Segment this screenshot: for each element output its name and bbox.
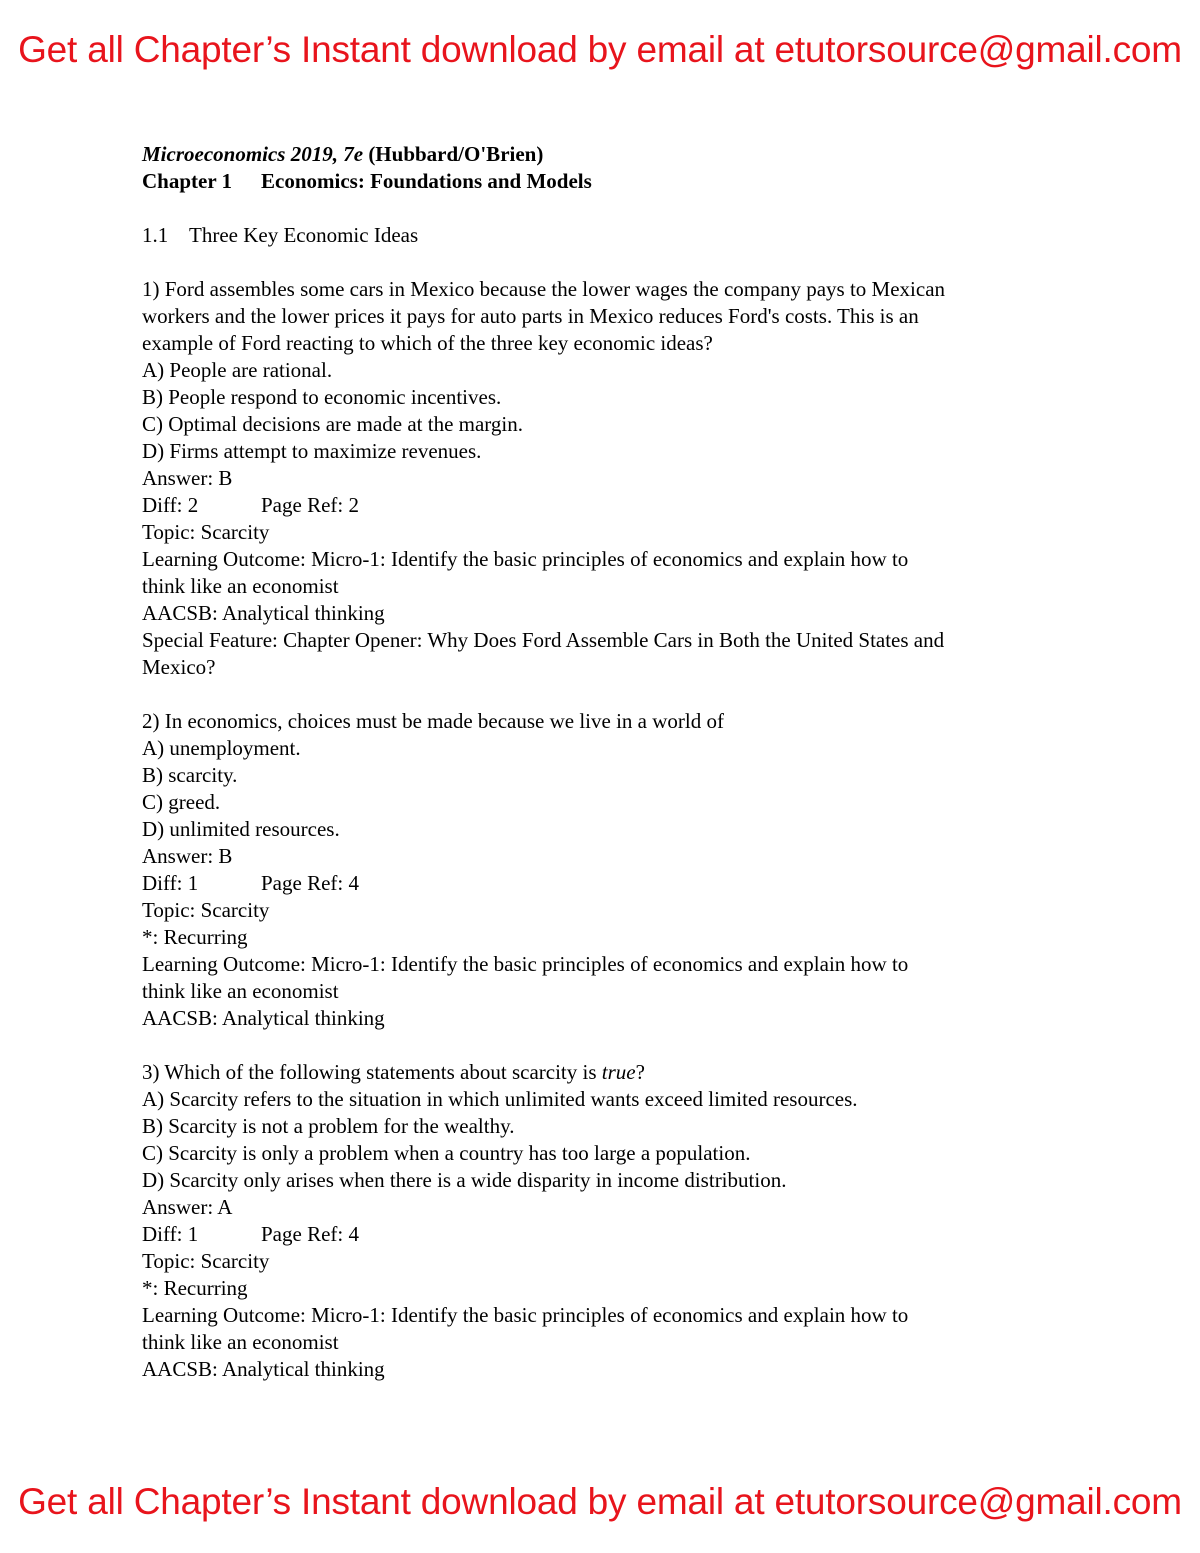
difficulty-row (142, 870, 1072, 897)
answer-key: Answer: B (142, 844, 233, 868)
aacsb: AACSB: Analytical thinking (142, 1006, 385, 1030)
chapter-title: Economics: Foundations and Models (261, 169, 592, 193)
difficulty: Diff: 1 (142, 871, 199, 895)
chapter-label: Chapter 1 (142, 169, 233, 193)
answer-option: D) unlimited resources. (142, 817, 340, 841)
stem-prefix: 3) Which of the following statements about scarcity is (142, 1060, 602, 1084)
recurring: *: Recurring (142, 1276, 248, 1300)
book-header (142, 141, 1072, 168)
answer-option: B) Scarcity is not a problem for the wealthy. (142, 1114, 515, 1138)
difficulty: Diff: 1 (142, 1222, 199, 1246)
section-number: 1.1 (142, 223, 169, 247)
question-stem-line (142, 1059, 1072, 1086)
learning-outcome: Learning Outcome: Micro-1: Identify the basic principles of economics and explain how to (142, 547, 909, 571)
section-heading (142, 222, 1072, 249)
answer-option: A) unemployment. (142, 736, 301, 760)
recurring: *: Recurring (142, 925, 248, 949)
question-2 (142, 708, 1072, 1032)
document-body (142, 141, 1072, 1383)
section-title: Three Key Economic Ideas (189, 223, 419, 247)
aacsb: AACSB: Analytical thinking (142, 601, 385, 625)
learning-outcome: Learning Outcome: Micro-1: Identify the basic principles of economics and explain how to (142, 1303, 909, 1327)
stem-suffix: ? (635, 1060, 645, 1084)
page-ref: Page Ref: 2 (261, 493, 359, 517)
topic: Topic: Scarcity (142, 898, 270, 922)
answer-option: A) People are rational. (142, 358, 333, 382)
answer-option: C) greed. (142, 790, 221, 814)
special-feature: Special Feature: Chapter Opener: Why Does Ford Assemble Cars in Both the United States and (142, 628, 945, 652)
learning-outcome: think like an economist (142, 1330, 339, 1354)
aacsb: AACSB: Analytical thinking (142, 1357, 385, 1381)
difficulty-row (142, 1221, 1072, 1248)
difficulty-row (142, 492, 1072, 519)
answer-option: A) Scarcity refers to the situation in which unlimited wants exceed limited resources. (142, 1087, 858, 1111)
learning-outcome: think like an economist (142, 574, 339, 598)
page-ref: Page Ref: 4 (261, 1222, 359, 1246)
topic: Topic: Scarcity (142, 1249, 270, 1273)
book-title: Microeconomics 2019, 7e (142, 142, 364, 166)
learning-outcome: think like an economist (142, 979, 339, 1003)
download-banner-top: Get all Chapter’s Instant download by email at etutorsource@gmail.com (18, 29, 1182, 70)
question-1 (142, 276, 1072, 681)
download-banner-bottom: Get all Chapter’s Instant download by email at etutorsource@gmail.com (18, 1481, 1182, 1522)
answer-option: D) Scarcity only arises when there is a wide disparity in income distribution. (142, 1168, 787, 1192)
answer-option: D) Firms attempt to maximize revenues. (142, 439, 482, 463)
question-stem-line: example of Ford reacting to which of the three key economic ideas? (142, 331, 713, 355)
answer-option: B) scarcity. (142, 763, 238, 787)
learning-outcome: Learning Outcome: Micro-1: Identify the basic principles of economics and explain how to (142, 952, 909, 976)
difficulty: Diff: 2 (142, 493, 199, 517)
answer-key: Answer: B (142, 466, 233, 490)
question-stem-line: 2) In economics, choices must be made because we live in a world of (142, 709, 724, 733)
answer-option: C) Optimal decisions are made at the margin. (142, 412, 524, 436)
special-feature: Mexico? (142, 655, 216, 679)
answer-option: B) People respond to economic incentives. (142, 385, 502, 409)
chapter-heading (142, 168, 1072, 195)
answer-option: C) Scarcity is only a problem when a country has too large a population. (142, 1141, 751, 1165)
book-authors: (Hubbard/O'Brien) (368, 142, 544, 166)
topic: Topic: Scarcity (142, 520, 270, 544)
question-stem-line: 1) Ford assembles some cars in Mexico because the lower wages the company pays to Mexican (142, 277, 946, 301)
question-stem-line: workers and the lower prices it pays for auto parts in Mexico reduces Ford's costs. This is an (142, 304, 919, 328)
stem-emphasis: true (601, 1060, 636, 1084)
question-3 (142, 1059, 1072, 1383)
page-ref: Page Ref: 4 (261, 871, 359, 895)
answer-key: Answer: A (142, 1195, 233, 1219)
